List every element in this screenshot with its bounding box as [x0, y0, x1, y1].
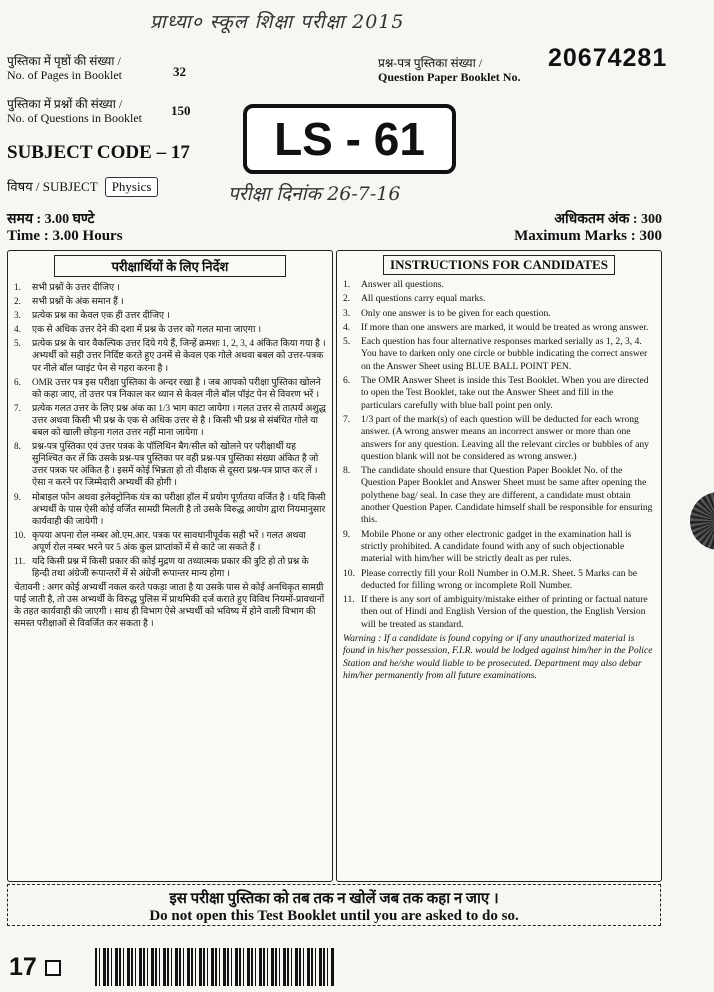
- instruction-number: 1.: [14, 282, 21, 292]
- square-mark-icon: [45, 960, 61, 976]
- marks-block: [514, 209, 662, 245]
- hindi-warning: चेतावनी : अगर कोई अभ्यर्थी नकल करते पकड़ा जाता है या उसके पास से कोई अनधिकृत सामग्री पाई जाती है, तो उस अभ्यर्थी के विरुद्ध पुलिस में प्राथमिकी दर्ज कराते हुए विविध नियमों-प्रावधानों के तहत कार्यवाही की जाएगी । साथ ही विभाग ऐसे अभ्यर्थी को भविष्य में होने वाली विभाग की समस्त परीक्षाओं से विवर्जित कर सकता है ।: [14, 582, 325, 629]
- instruction-number: 9.: [14, 491, 21, 502]
- instruction-text: प्रश्न-पत्र पुस्तिका एवं उत्तर पत्रक के पॉलिथिन बैग/सील को खोलने पर परीक्षार्थी यह सुनिश्चित कर लें कि उसके प्रश्न-पत्र पुस्तिका पर वही प्रश्न-पत्र पुस्तिका संख्या अंकित है जो उत्तर पत्रक पर अंकित है । इसमें कोई भिन्नता हो तो वीक्षक से दूसरा प्रश्न-पत्र प्राप्त कर लें । ऐसा न करने पर जिम्मेदारी अभ्यर्थी की होगी ।: [32, 441, 319, 488]
- instruction-text: Only one answer is to be given for each question.: [361, 307, 551, 319]
- subject-row: [7, 177, 158, 197]
- instruction-item: [343, 293, 655, 305]
- instruction-item: [14, 309, 326, 321]
- instruction-text: प्रत्येक प्रश्न का केवल एक ही उत्तर दीजिए ।: [32, 310, 170, 321]
- instruction-item: [343, 308, 655, 320]
- instruction-number: 7.: [343, 413, 351, 425]
- instruction-number: 3.: [343, 307, 351, 319]
- instruction-number: 6.: [343, 375, 351, 387]
- max-marks-hi: अधिकतम अंक : 300: [554, 212, 662, 227]
- paper-code: LS - 61: [274, 113, 425, 165]
- instruction-item: [14, 337, 326, 373]
- subject-label: विषय / SUBJECT: [7, 179, 98, 194]
- barcode: [95, 948, 335, 986]
- instruction-item: [14, 376, 326, 400]
- instruction-text: Answer all questions.: [361, 279, 444, 290]
- instruction-number: 2.: [343, 293, 351, 305]
- instruction-text: कृपया अपना रोल नम्बर ओ.एम.आर. पत्रक पर सावधानीपूर्वक सही भरें । गलत अथवा अपूर्ण रोल नम्बर भरने पर 5 अंक कुल प्राप्तांकों में से काटे जा सकते हैं ।: [32, 529, 306, 552]
- booklet-number-label-hi: प्रश्न-पत्र पुस्तिका संख्या /: [378, 56, 483, 70]
- paper-code-box: [243, 104, 456, 174]
- booklet-number-label-en: Question Paper Booklet No.: [378, 70, 521, 84]
- instruction-number: 6.: [14, 376, 21, 387]
- booklet-number-label: [378, 56, 520, 84]
- instruction-text: Please correctly fill your Roll Number in O.M.R. Sheet. 5 Marks can be deducted for filling wrong or incomplete Roll Number.: [361, 567, 638, 591]
- time-en: Time : 3.00 Hours: [7, 228, 123, 244]
- instruction-number: 9.: [343, 528, 351, 540]
- instruction-number: 11.: [343, 594, 355, 606]
- instruction-text: सभी प्रश्नों के उत्तर दीजिए ।: [32, 282, 120, 292]
- footer-subject-code: [9, 953, 61, 982]
- instruction-number: 11.: [14, 555, 26, 566]
- english-instructions-title: INSTRUCTIONS FOR CANDIDATES: [383, 255, 615, 275]
- questions-value: 150: [171, 103, 191, 118]
- questions-label: [7, 97, 142, 125]
- instruction-item: [14, 281, 326, 293]
- instruction-text: Each question has four alternative responses marked serially as 1, 2, 3, 4. You have to darken only one circle or bubble indicating the correct answer on the Answer Sheet using BLUE BALL POINT PEN.: [361, 336, 648, 372]
- notice-hi: इस परीक्षा पुस्तिका को तब तक न खोलें जब तक कहा न जाए ।: [169, 891, 499, 907]
- hindi-instructions-title: परीक्षार्थियों के लिए निर्देश: [54, 255, 286, 277]
- seal-mark: [690, 492, 714, 550]
- booklet-number: 20674281: [548, 44, 668, 72]
- pages-label-en: No. of Pages in Booklet: [7, 68, 122, 82]
- hindi-instructions-panel: [7, 250, 333, 882]
- instruction-item: [343, 375, 655, 412]
- instruction-text: If there is any sort of ambiguity/mistake either of printing or factual nature then out of Hindi and English Version of the question, the English Version will be treated as standard.: [361, 594, 648, 630]
- instruction-item: [14, 555, 326, 579]
- handwritten-exam-title: प्राध्या० स्कूल शिक्षा परीक्षा 2015: [150, 11, 405, 33]
- pages-label: [7, 54, 122, 82]
- questions-label-hi: पुस्तिका में प्रश्नों की संख्या /: [7, 97, 123, 111]
- instruction-item: [343, 529, 655, 566]
- instruction-text: All questions carry equal marks.: [361, 293, 486, 305]
- instruction-number: 5.: [343, 336, 351, 348]
- hindi-instructions-list: [8, 281, 332, 579]
- pages-value: 32: [173, 64, 186, 79]
- time-block: [7, 209, 123, 245]
- instruction-item: [343, 279, 655, 291]
- instruction-item: [343, 322, 655, 334]
- instruction-text: Mobile Phone or any other electronic gadget in the examination hall is strictly prohibited. A candidate found with any of such objectionable material with him/her will be strictly dealt as per rules.: [361, 528, 632, 565]
- instruction-number: 2.: [14, 296, 21, 307]
- instruction-number: 10.: [14, 529, 26, 540]
- notice-en: Do not open this Test Booklet until you are asked to do so.: [149, 908, 519, 924]
- instruction-item: [14, 402, 326, 438]
- english-warning: Warning : If a candidate is found copying or if any unauthorized material is found in his/her possession, F.I.R. would be lodged against him/her in the Police Station and he/she would liable to be prosecuted. Department may also debar him/her permanently from all future examinations.: [343, 633, 653, 681]
- instruction-number: 10.: [343, 567, 355, 579]
- subject-value: Physics: [105, 177, 159, 197]
- instruction-text: 1/3 part of the mark(s) of each question will be deducted for each wrong answer. (A wrong answer means an incorrect answer or more than one answers for any question. Leaving all the relevant circles or bubbles of any question blank will not be considered as wrong answer.): [361, 413, 649, 462]
- instruction-item: [343, 465, 655, 526]
- instruction-item: [14, 323, 326, 335]
- instruction-number: 4.: [14, 324, 21, 335]
- do-not-open-notice: [7, 884, 661, 926]
- instruction-text: The candidate should ensure that Question Paper Booklet No. of the Question Paper Booklet and Answer Sheet must be same after opening the polythene bag/ seal. In case they are different, a candidate must obtain another Question Paper. Candidate himself shall be responsible for ensuring this.: [361, 465, 653, 526]
- instruction-text: यदि किसी प्रश्न में किसी प्रकार की कोई मुद्रण या तथ्यात्मक प्रकार की त्रुटि हो तो प्रश्न के हिन्दी तथा अंग्रेजी रूपान्तरों में से अंग्रेजी रूपान्तर मान्य होगा ।: [32, 555, 309, 579]
- instruction-text: प्रत्येक प्रश्न के चार वैकल्पिक उत्तर दिये गये हैं, जिन्हें क्रमशः 1, 2, 3, 4 अंकित किया गया है । अभ्यर्थी को सही उत्तर निर्दिष्ट करते हुए उनमें से केवल एक गोले अथवा बबल को उत्तर-पत्रक पर नीले बॉल प्वाइंट पेन से गहरा करना है ।: [32, 338, 326, 373]
- handwritten-exam-date: परीक्षा दिनांक 26-7-16: [228, 183, 401, 205]
- instruction-text: एक से अधिक उत्तर देने की दशा में प्रश्न के उत्तर को गलत माना जाएगा ।: [32, 324, 262, 335]
- instruction-number: 8.: [14, 441, 21, 452]
- instruction-item: [14, 440, 326, 488]
- instruction-text: सभी प्रश्नों के अंक समान हैं ।: [32, 296, 124, 307]
- instruction-text: प्रत्येक गलत उत्तर के लिए प्रश्न अंक का 1/3 भाग काटा जायेगा । गलत उत्तर से तात्पर्य अशुद्ध उत्तर अथवा किसी भी प्रश्न के एक से अधिक उत्तर से है । किसी भी प्रश्न से संबंधित गोले या बबल को खाली छोड़ना गलत उत्तर नहीं माना जायेगा ।: [32, 402, 326, 438]
- instruction-item: [14, 529, 326, 553]
- instruction-item: [343, 594, 655, 631]
- subject-code: SUBJECT CODE – 17: [7, 142, 190, 163]
- pages-label-hi: पुस्तिका में पृष्ठों की संख्या /: [7, 54, 121, 68]
- footer-code-text: 17: [9, 953, 37, 981]
- instruction-text: The OMR Answer Sheet is inside this Test Booklet. When you are directed to open the Test Booklet, take out the Answer Sheet and fill in the particulars carefully with blue ball point pen only.: [361, 375, 649, 411]
- instruction-text: If more than one answers are marked, it would be treated as wrong answer.: [361, 321, 649, 333]
- instruction-item: [343, 336, 655, 373]
- instruction-number: 4.: [343, 321, 351, 333]
- instruction-number: 5.: [14, 338, 21, 349]
- instruction-item: [343, 414, 655, 463]
- english-instructions-panel: [336, 250, 662, 882]
- instruction-item: [343, 568, 655, 593]
- english-instructions-list: [337, 279, 661, 631]
- instruction-number: 8.: [343, 465, 351, 477]
- instruction-number: 7.: [14, 402, 21, 413]
- instruction-text: OMR उत्तर पत्र इस परीक्षा पुस्तिका के अन्दर रखा है । जब आपको परीक्षा पुस्तिका खोलने को कहा जाए, तो उत्तर पत्र निकाल कर ध्यान से केवल नीले बॉल पॉइंट पेन से विवरण भरें ।: [32, 376, 321, 399]
- max-marks-en: Maximum Marks : 300: [514, 228, 662, 244]
- instruction-number: 3.: [14, 310, 21, 321]
- instruction-item: [14, 295, 326, 307]
- instruction-number: 1.: [343, 279, 351, 290]
- instruction-item: [14, 491, 326, 527]
- questions-label-en: No. of Questions in Booklet: [7, 111, 142, 125]
- instruction-text: मोबाइल फोन अथवा इलेक्ट्रोनिक यंत्र का परीक्षा हॉल में प्रयोग पूर्णतया वर्जित है । यदि किसी अभ्यर्थी के पास ऐसी कोई वर्जित सामग्री मिलती है तो उसके विरुद्ध आयोग द्वारा नियमानुसार कार्यवाही की जायेगी ।: [32, 491, 326, 526]
- time-hi: समय : 3.00 घण्टे: [7, 212, 95, 227]
